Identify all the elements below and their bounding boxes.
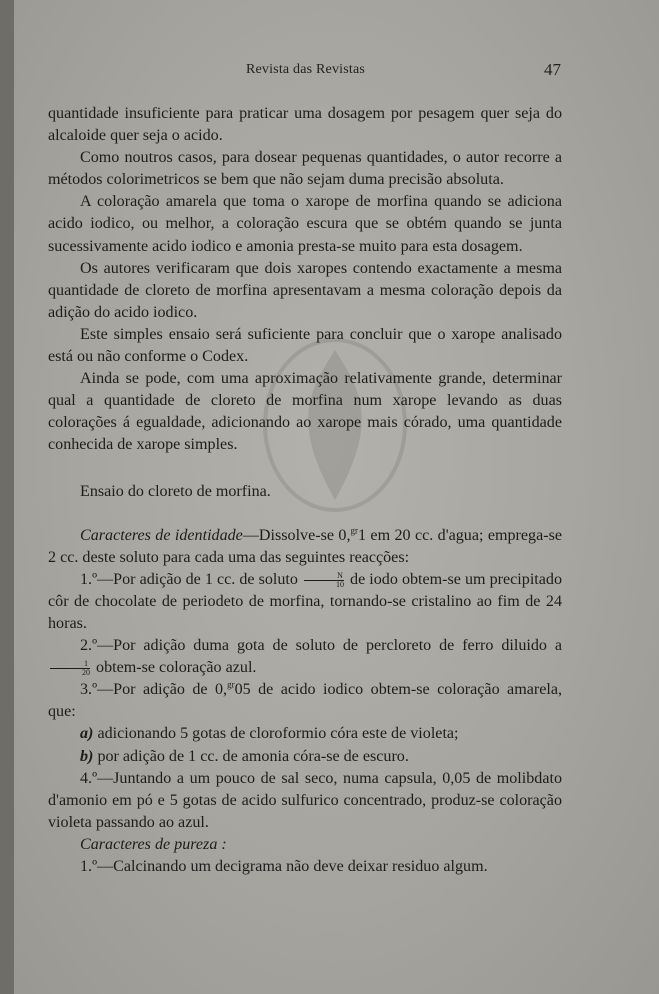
reaction-1-text-a: 1.º—Por adição de 1 cc. de soluto (80, 570, 298, 588)
paragraph: Ainda se pode, com uma aproximação relativamente grande, determinar qual a quantidade de cloreto de morfina num xarope levando as duas colorações á egualdade, adicionando ao xarope mais córado, uma quantidade conhecida de xarope simples. (48, 370, 562, 454)
body-text (48, 103, 562, 878)
fraction (304, 572, 344, 589)
unit-superscript: gr (227, 679, 235, 690)
reaction-2-text-a: 2.º—Por adição duma gota de soluto de percloreto de ferro diluido a (80, 637, 562, 655)
reaction-1-text-b: de iodo obtem-se um precipitado côr de chocolate de periodeto de morfina, tornando-se cristalino ao fim de 24 horas. (48, 570, 563, 632)
unit-superscript: gr (350, 525, 358, 536)
sub-item-label: b) (80, 747, 94, 765)
reaction-1 (48, 569, 562, 635)
purity-heading-text: Caracteres de pureza : (80, 835, 227, 853)
reaction-4: 4.º—Juntando a um pouco de sal seco, numa capsula, 0,05 de molibdato d'amonio em pó e 5 gotas de acido sulfurico concentrado, produz-se coloração violeta passando ao azul. (48, 769, 562, 831)
reaction-3-text-a: 3.º—Por adição de 0, (80, 681, 228, 699)
paragraph: quantidade insuficiente para praticar uma dosagem por pesagem quer seja do alcaloide quer seja o acido. (48, 105, 562, 145)
identity-intro (48, 525, 562, 569)
fraction-numerator: 1 (50, 660, 90, 669)
section-heading: Ensaio do cloreto de morfina. (80, 482, 271, 500)
page-number: 47 (544, 60, 561, 79)
reaction-3-sub-a (48, 723, 562, 745)
fraction-denominator: 20 (82, 667, 90, 677)
paragraph: Como noutros casos, para dosear pequenas quantidades, o autor recorre a métodos colorimetricos se bem que não sejam duma precisão absoluta. (48, 149, 562, 189)
reaction-3 (48, 679, 562, 723)
purity-item-1: 1.º—Calcinando um decigrama não deve deixar residuo algum. (80, 858, 488, 875)
page-binding-edge (0, 0, 14, 994)
running-header-title: Revista das Revistas (245, 62, 366, 77)
identity-intro-text-b: 1 em 20 cc. d'agua; emprega-se 2 cc. deste soluto para cada uma das seguintes reacções: (48, 526, 563, 566)
purity-heading (48, 834, 562, 856)
sub-item-text: por adição de 1 cc. de amonia córa-se de escuro. (97, 747, 409, 765)
paragraph: A coloração amarela que toma o xarope de morfina quando se adiciona acido iodico, ou melhor, a coloração escura que se obtém quando se junta sucessivamente acido iodico e amonia presta-se muito para esta dosagem. (48, 193, 562, 255)
identity-heading: Caracteres de identidade (80, 526, 243, 544)
sub-item-text: adicionando 5 gotas de cloroformio córa este de violeta; (97, 725, 459, 743)
identity-intro-text-a: —Dissolve-se 0, (242, 526, 351, 544)
reaction-3-sub-b (48, 746, 562, 768)
fraction-denominator: 10 (335, 579, 344, 589)
reaction-2-text-b: obtem-se coloração azul. (96, 659, 257, 677)
fraction (50, 660, 90, 677)
paragraph: Este simples ensaio será suficiente para concluir que o xarope analisado está ou não conforme o Codex. (48, 325, 562, 366)
reaction-2 (48, 635, 562, 679)
reaction-3-text-b: 05 de acido iodico obtem-se coloração amarela, que: (48, 681, 562, 721)
fraction-numerator: N (304, 572, 344, 581)
sub-item-label: a) (80, 725, 94, 743)
paragraph: Os autores verificaram que dois xaropes contendo exactamente a mesma quantidade de cloreto de morfina apresentavam a mesma coloração depois da adição do acido iodico. (48, 259, 562, 321)
